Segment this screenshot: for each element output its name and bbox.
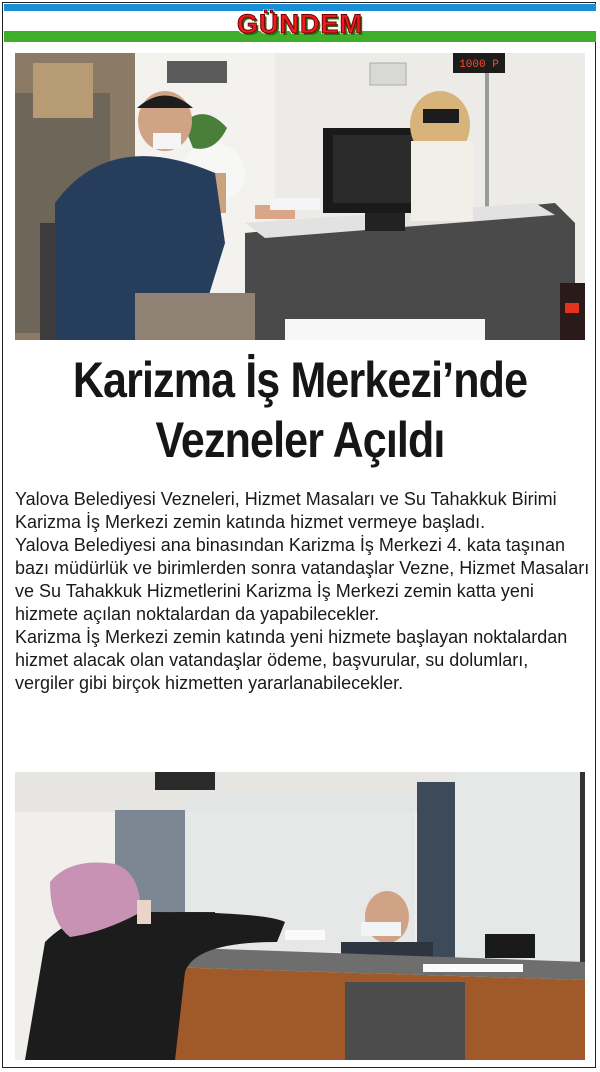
counter-display: 1000 P xyxy=(459,59,499,71)
top-photo xyxy=(15,53,585,340)
top-photo-illustration xyxy=(15,53,585,340)
bottom-photo xyxy=(15,772,585,1060)
section-title: GÜNDEM xyxy=(237,9,363,39)
article-paragraph: Yalova Belediyesi Vezneleri, Hizmet Masaları ve Su Tahakkuk Birimi Karizma İş Merkezi zemin katında hizmet vermeye başladı. xyxy=(15,489,557,532)
headline xyxy=(42,350,558,470)
section-banner xyxy=(4,4,596,42)
article-paragraph: Karizma İş Merkezi zemin katında yeni hizmete başlayan noktalardan hizmet alacak olan vatandaşlar ödeme, başvurular, su dolumları, vergiler gibi birçok hizmetten yararlanabilecekler. xyxy=(15,627,568,693)
article-paragraph: Yalova Belediyesi ana binasından Karizma İş Merkezi 4. kata taşınan bazı müdürlük ve birimlerden sonra vatandaşlar Vezne, Hizmet Masaları ve Su Tahakkuk Hizmetlerini Karizma İş Merkezi zemin katta yeni hizmete açılan noktalardan da yapabilecekler. xyxy=(15,535,590,624)
article-body xyxy=(15,488,590,695)
bottom-photo-illustration xyxy=(15,772,585,1060)
headline-line-2: Vezneler Açıldı xyxy=(155,412,445,468)
headline-line-1: Karizma İş Merkezi’nde xyxy=(72,352,528,408)
